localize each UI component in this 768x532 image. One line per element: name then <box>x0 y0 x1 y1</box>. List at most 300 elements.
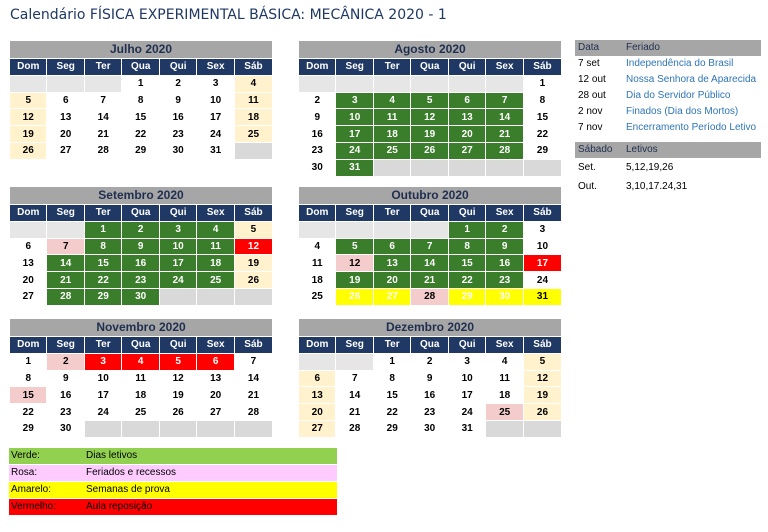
day-cell: 12 <box>523 370 561 387</box>
day-cell: 5 <box>10 92 47 109</box>
day-cell: 10 <box>523 238 561 255</box>
feriado-name: Dia do Servidor Público <box>626 90 731 101</box>
weekday-header: Qua <box>411 337 448 354</box>
day-cell: 13 <box>197 370 234 387</box>
day-cell: 9 <box>486 238 523 255</box>
weekday-header: Sex <box>197 59 234 76</box>
day-cell: 10 <box>159 238 196 255</box>
day-cell: 11 <box>234 92 272 109</box>
day-cell: 27 <box>10 288 47 305</box>
day-cell: 4 <box>234 75 272 92</box>
day-cell: 23 <box>299 142 336 159</box>
weekday-header: Qua <box>122 205 159 222</box>
weekday-header: Dom <box>299 59 336 76</box>
day-cell: 14 <box>84 109 121 126</box>
day-cell: 5 <box>336 238 373 255</box>
day-cell: 27 <box>299 420 336 437</box>
empty-day-cell <box>336 221 373 238</box>
day-cell: 25 <box>373 142 410 159</box>
weekday-header: Ter <box>373 337 410 354</box>
day-cell: 8 <box>523 92 561 109</box>
day-cell: 15 <box>10 387 47 404</box>
empty-day-cell <box>486 420 523 437</box>
empty-day-cell <box>299 75 336 92</box>
day-cell: 26 <box>159 404 196 421</box>
day-cell: 17 <box>197 109 234 126</box>
day-cell: 28 <box>47 288 84 305</box>
empty-day-cell <box>411 75 448 92</box>
day-cell: 5 <box>234 221 272 238</box>
day-cell: 7 <box>47 238 84 255</box>
sabado-row <box>575 177 761 196</box>
day-cell: 18 <box>122 387 159 404</box>
day-cell: 18 <box>373 126 410 143</box>
month-title: Dezembro 2020 <box>299 319 562 337</box>
day-cell: 17 <box>523 255 561 272</box>
weekday-header: Ter <box>84 205 121 222</box>
day-cell: 16 <box>486 255 523 272</box>
feriado-row <box>575 56 761 72</box>
day-cell: 1 <box>10 353 47 370</box>
weekday-header: Qui <box>448 205 485 222</box>
month-title: Novembro 2020 <box>10 319 273 337</box>
feriado-name: Nossa Senhora de Aparecida <box>626 74 757 85</box>
sabados-header <box>575 142 761 158</box>
day-cell: 28 <box>411 288 448 305</box>
day-cell: 17 <box>84 387 121 404</box>
day-cell: 7 <box>234 353 272 370</box>
day-cell: 8 <box>84 238 121 255</box>
legend-item <box>9 448 337 464</box>
day-cell: 6 <box>197 353 234 370</box>
day-cell: 31 <box>197 142 234 159</box>
day-cell: 19 <box>336 272 373 289</box>
month-title: Agosto 2020 <box>299 41 562 59</box>
day-cell: 6 <box>47 92 84 109</box>
legend-desc: Feriados e recessos <box>86 467 177 478</box>
empty-day-cell <box>336 75 373 92</box>
day-cell: 15 <box>523 109 561 126</box>
day-cell: 7 <box>486 92 523 109</box>
month-calendar <box>298 186 562 306</box>
day-cell: 20 <box>197 387 234 404</box>
sabado-month: Set. <box>578 162 596 173</box>
empty-day-cell <box>486 159 523 176</box>
day-cell: 31 <box>448 420 485 437</box>
day-cell: 21 <box>336 404 373 421</box>
day-cell: 28 <box>336 420 373 437</box>
feriados-header <box>575 40 761 56</box>
day-cell: 4 <box>373 92 410 109</box>
day-cell: 20 <box>373 272 410 289</box>
day-cell: 15 <box>84 255 121 272</box>
day-cell: 30 <box>47 420 84 437</box>
day-cell: 29 <box>448 288 485 305</box>
day-cell: 16 <box>159 109 196 126</box>
day-cell: 30 <box>299 159 336 176</box>
day-cell: 2 <box>159 75 196 92</box>
legend-desc: Aula reposição <box>86 501 153 512</box>
legend-item <box>9 499 337 515</box>
day-cell: 25 <box>486 404 523 421</box>
day-cell: 1 <box>84 221 121 238</box>
weekday-header: Seg <box>336 59 373 76</box>
empty-day-cell <box>84 420 121 437</box>
day-cell: 3 <box>159 221 196 238</box>
day-cell: 6 <box>299 370 336 387</box>
feriado-date: 7 nov <box>578 122 603 133</box>
day-cell: 26 <box>336 288 373 305</box>
day-cell: 8 <box>448 238 485 255</box>
empty-day-cell <box>234 420 272 437</box>
day-cell: 25 <box>122 404 159 421</box>
feriado-row <box>575 88 761 104</box>
day-cell: 22 <box>373 404 410 421</box>
day-cell: 15 <box>122 109 159 126</box>
weekday-header: Sáb <box>523 59 561 76</box>
empty-day-cell <box>234 288 272 305</box>
weekday-header: Seg <box>47 337 84 354</box>
feriado-name: Independência do Brasil <box>626 58 734 69</box>
weekday-header: Sex <box>486 337 523 354</box>
day-cell: 19 <box>411 126 448 143</box>
month-calendar <box>298 318 562 438</box>
day-cell: 18 <box>197 255 234 272</box>
day-cell: 29 <box>523 142 561 159</box>
empty-day-cell <box>411 159 448 176</box>
day-cell: 19 <box>159 387 196 404</box>
weekday-header: Seg <box>47 59 84 76</box>
day-cell: 29 <box>10 420 47 437</box>
day-cell: 25 <box>299 288 336 305</box>
weekday-header: Ter <box>84 337 121 354</box>
day-cell: 14 <box>411 255 448 272</box>
legend <box>9 448 337 516</box>
day-cell: 12 <box>336 255 373 272</box>
empty-day-cell <box>373 159 410 176</box>
empty-day-cell <box>159 420 196 437</box>
day-cell: 27 <box>47 142 84 159</box>
empty-day-cell <box>197 420 234 437</box>
day-cell: 2 <box>486 221 523 238</box>
weekday-header: Seg <box>47 205 84 222</box>
day-cell: 13 <box>10 255 47 272</box>
day-cell: 23 <box>122 272 159 289</box>
day-cell: 26 <box>411 142 448 159</box>
day-cell: 22 <box>448 272 485 289</box>
day-cell: 5 <box>523 353 561 370</box>
day-cell: 11 <box>299 255 336 272</box>
day-cell: 19 <box>523 387 561 404</box>
day-cell: 10 <box>197 92 234 109</box>
legend-label: Amarelo: <box>11 484 52 495</box>
day-cell: 11 <box>197 238 234 255</box>
day-cell: 12 <box>234 238 272 255</box>
day-cell: 1 <box>373 353 410 370</box>
day-cell: 12 <box>10 109 47 126</box>
day-cell: 28 <box>486 142 523 159</box>
day-cell: 11 <box>486 370 523 387</box>
weekday-header: Sex <box>197 205 234 222</box>
day-cell: 2 <box>299 92 336 109</box>
day-cell: 11 <box>373 109 410 126</box>
feriado-row <box>575 72 761 88</box>
day-cell: 6 <box>10 238 47 255</box>
day-cell: 3 <box>448 353 485 370</box>
weekday-header: Qui <box>448 59 485 76</box>
day-cell: 18 <box>486 387 523 404</box>
sabado-row <box>575 158 761 177</box>
empty-day-cell <box>299 353 336 370</box>
day-cell: 19 <box>10 126 47 143</box>
legend-item <box>9 482 337 498</box>
day-cell: 9 <box>159 92 196 109</box>
day-cell: 11 <box>122 370 159 387</box>
day-cell: 2 <box>411 353 448 370</box>
sabados-header-sabado: Sábado <box>578 144 613 155</box>
day-cell: 23 <box>411 404 448 421</box>
day-cell: 17 <box>159 255 196 272</box>
weekday-header: Ter <box>373 205 410 222</box>
day-cell: 2 <box>122 221 159 238</box>
day-cell: 29 <box>373 420 410 437</box>
sabado-days: 3,10,17.24,31 <box>626 181 688 192</box>
day-cell: 12 <box>411 109 448 126</box>
day-cell: 22 <box>84 272 121 289</box>
day-cell: 12 <box>159 370 196 387</box>
month-calendar <box>9 186 273 306</box>
day-cell: 10 <box>448 370 485 387</box>
feriado-date: 12 out <box>578 74 606 85</box>
weekday-header: Ter <box>373 59 410 76</box>
day-cell: 24 <box>523 272 561 289</box>
day-cell: 1 <box>448 221 485 238</box>
legend-desc: Semanas de prova <box>86 484 170 495</box>
empty-day-cell <box>47 75 84 92</box>
day-cell: 1 <box>523 75 561 92</box>
day-cell: 18 <box>299 272 336 289</box>
empty-day-cell <box>234 142 272 159</box>
day-cell: 9 <box>47 370 84 387</box>
day-cell: 20 <box>448 126 485 143</box>
empty-day-cell <box>411 221 448 238</box>
day-cell: 23 <box>486 272 523 289</box>
weekday-header: Ter <box>84 59 121 76</box>
day-cell: 27 <box>448 142 485 159</box>
weekday-header: Qui <box>159 337 196 354</box>
weekday-header: Sáb <box>234 337 272 354</box>
day-cell: 19 <box>234 255 272 272</box>
weekday-header: Qui <box>159 59 196 76</box>
weekday-header: Sáb <box>523 205 561 222</box>
weekday-header: Sáb <box>234 59 272 76</box>
month-calendar <box>298 40 562 177</box>
legend-item <box>9 465 337 481</box>
day-cell: 30 <box>122 288 159 305</box>
day-cell: 22 <box>122 126 159 143</box>
day-cell: 31 <box>523 288 561 305</box>
day-cell: 8 <box>10 370 47 387</box>
feriados-header-data: Data <box>578 42 600 53</box>
empty-day-cell <box>197 288 234 305</box>
day-cell: 13 <box>299 387 336 404</box>
feriado-date: 7 set <box>578 58 600 69</box>
feriado-row <box>575 104 761 120</box>
day-cell: 23 <box>47 404 84 421</box>
weekday-header: Sex <box>197 337 234 354</box>
day-cell: 21 <box>84 126 121 143</box>
day-cell: 26 <box>10 142 47 159</box>
day-cell: 14 <box>486 109 523 126</box>
day-cell: 28 <box>234 404 272 421</box>
day-cell: 29 <box>122 142 159 159</box>
day-cell: 6 <box>448 92 485 109</box>
day-cell: 30 <box>486 288 523 305</box>
empty-day-cell <box>448 75 485 92</box>
day-cell: 24 <box>197 126 234 143</box>
day-cell: 22 <box>523 126 561 143</box>
empty-day-cell <box>10 75 47 92</box>
day-cell: 13 <box>373 255 410 272</box>
day-cell: 31 <box>336 159 373 176</box>
weekday-header: Qui <box>159 205 196 222</box>
empty-day-cell <box>373 221 410 238</box>
day-cell: 6 <box>373 238 410 255</box>
legend-label: Rosa: <box>11 467 38 478</box>
feriado-date: 2 nov <box>578 106 603 117</box>
day-cell: 4 <box>486 353 523 370</box>
day-cell: 22 <box>10 404 47 421</box>
day-cell: 8 <box>373 370 410 387</box>
weekday-header: Sex <box>486 205 523 222</box>
feriado-name: Finados (Dia dos Mortos) <box>626 106 739 117</box>
weekday-header: Dom <box>299 337 336 354</box>
day-cell: 26 <box>523 404 561 421</box>
month-title: Julho 2020 <box>10 41 273 59</box>
day-cell: 29 <box>84 288 121 305</box>
day-cell: 14 <box>234 370 272 387</box>
day-cell: 16 <box>47 387 84 404</box>
day-cell: 4 <box>122 353 159 370</box>
day-cell: 20 <box>47 126 84 143</box>
day-cell: 8 <box>122 92 159 109</box>
day-cell: 9 <box>299 109 336 126</box>
sabado-month: Out. <box>578 181 597 192</box>
day-cell: 26 <box>234 272 272 289</box>
day-cell: 13 <box>448 109 485 126</box>
empty-day-cell <box>336 353 373 370</box>
page-title: Calendário FÍSICA EXPERIMENTAL BÁSICA: MECÂNICA 2020 - 1 <box>10 7 447 23</box>
day-cell: 1 <box>122 75 159 92</box>
side-panel <box>575 40 761 196</box>
day-cell: 18 <box>234 109 272 126</box>
day-cell: 7 <box>411 238 448 255</box>
day-cell: 5 <box>159 353 196 370</box>
weekday-header: Dom <box>10 205 47 222</box>
empty-day-cell <box>299 221 336 238</box>
day-cell: 21 <box>234 387 272 404</box>
day-cell: 28 <box>84 142 121 159</box>
day-cell: 17 <box>448 387 485 404</box>
feriado-date: 28 out <box>578 90 606 101</box>
day-cell: 13 <box>47 109 84 126</box>
day-cell: 24 <box>336 142 373 159</box>
month-calendar <box>9 40 273 160</box>
sabados-header-letivos: Letivos <box>626 144 658 155</box>
weekday-header: Seg <box>336 205 373 222</box>
weekday-header: Dom <box>10 337 47 354</box>
day-cell: 24 <box>159 272 196 289</box>
day-cell: 7 <box>84 92 121 109</box>
day-cell: 21 <box>486 126 523 143</box>
day-cell: 27 <box>373 288 410 305</box>
month-calendar <box>9 318 273 438</box>
day-cell: 25 <box>197 272 234 289</box>
day-cell: 9 <box>122 238 159 255</box>
day-cell: 20 <box>10 272 47 289</box>
weekday-header: Seg <box>336 337 373 354</box>
weekday-header: Qua <box>122 337 159 354</box>
day-cell: 15 <box>373 387 410 404</box>
sabado-days: 5,12,19,26 <box>626 162 674 173</box>
day-cell: 23 <box>159 126 196 143</box>
day-cell: 24 <box>84 404 121 421</box>
month-title: Outubro 2020 <box>299 187 562 205</box>
day-cell: 10 <box>84 370 121 387</box>
day-cell: 14 <box>336 387 373 404</box>
empty-day-cell <box>10 221 47 238</box>
day-cell: 9 <box>411 370 448 387</box>
day-cell: 16 <box>122 255 159 272</box>
day-cell: 21 <box>47 272 84 289</box>
day-cell: 21 <box>411 272 448 289</box>
empty-day-cell <box>47 221 84 238</box>
day-cell: 30 <box>411 420 448 437</box>
legend-desc: Dias letivos <box>86 450 138 461</box>
feriado-row <box>575 120 761 136</box>
weekday-header: Sáb <box>234 205 272 222</box>
day-cell: 25 <box>234 126 272 143</box>
day-cell: 3 <box>84 353 121 370</box>
empty-day-cell <box>159 288 196 305</box>
feriados-header-feriado: Feriado <box>626 42 660 53</box>
day-cell: 3 <box>523 221 561 238</box>
empty-day-cell <box>373 75 410 92</box>
day-cell: 15 <box>448 255 485 272</box>
empty-day-cell <box>84 75 121 92</box>
day-cell: 16 <box>411 387 448 404</box>
weekday-header: Qua <box>411 205 448 222</box>
weekday-header: Qui <box>448 337 485 354</box>
empty-day-cell <box>486 75 523 92</box>
empty-day-cell <box>523 420 561 437</box>
day-cell: 7 <box>336 370 373 387</box>
day-cell: 20 <box>299 404 336 421</box>
legend-label: Verde: <box>11 450 40 461</box>
weekday-header: Sáb <box>523 337 561 354</box>
legend-label: Vermelho: <box>11 501 57 512</box>
day-cell: 30 <box>159 142 196 159</box>
day-cell: 5 <box>411 92 448 109</box>
empty-day-cell <box>523 159 561 176</box>
day-cell: 14 <box>47 255 84 272</box>
empty-day-cell <box>122 420 159 437</box>
feriado-name: Encerramento Período Letivo <box>626 122 757 133</box>
day-cell: 10 <box>336 109 373 126</box>
weekday-header: Dom <box>10 59 47 76</box>
weekday-header: Dom <box>299 205 336 222</box>
weekday-header: Sex <box>486 59 523 76</box>
